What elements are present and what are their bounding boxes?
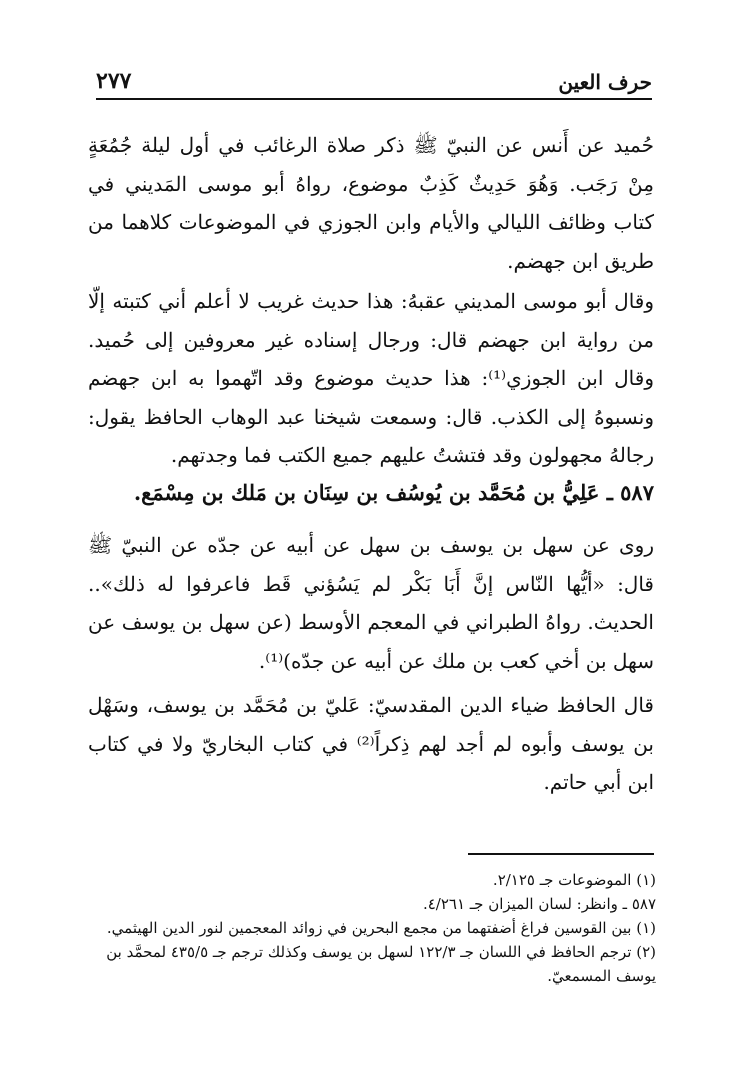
footnotes <box>78 868 656 988</box>
paragraph-4: قال الحافظ ضياء الدين المقدسيّ: عَليّ بن مُحَمَّد بن يوسف، وسَهْل بن يوسف وأبوه لم أجد لهم ذِكراً⁽²⁾ في كتاب البخاريّ ولا في كتاب ابن أبي حاتم. <box>88 693 654 794</box>
paragraph-3: روى عن سهل بن يوسف بن سهل عن أبيه عن جدّه عن النبيّ ﷺ قال: «أيُّها النّاس إنَّ أَبَا بَكْر لم يَسُؤني قَط فاعرفوا له ذلك».. الحديث. رواهُ الطبراني في المعجم الأوسط (عن سهل بن يوسف عن سهل بن أخي كعب بن ملك عن أبيه عن جدّه)⁽¹⁾. <box>88 533 654 673</box>
page-header <box>96 66 652 100</box>
footnote-3: (١) بين القوسين فراغ أضفتهما من مجمع البحرين في زوائد المعجمين لنور الدين الهيثمي. <box>106 919 656 937</box>
running-title: حرف العين <box>558 70 652 94</box>
footnote-1: (١) الموضوعات جـ ٢/١٢٥. <box>492 871 656 889</box>
footnote-divider <box>468 853 654 855</box>
paragraph-1: حُميد عن أَنس عن النبيّ ﷺ ذكر صلاة الرغائب في أول ليلة جُمُعَةٍ مِنْ رَجَب. وَهُوَ حَدِيثٌ كَذِبٌ موضوع، رواهُ أبو موسى المَديني في كتاب وظائف الليالي والأيام وابن الجوزي في الموضوعات كلاهما من طريق ابن جهضم. <box>88 133 654 273</box>
entry-heading: ٥٨٧ ـ عَلِيُّ بن مُحَمَّد بن يُوسُف بن سِنَان بن مَلك بن مِسْمَع. <box>133 480 654 505</box>
page-number: ٢٧٧ <box>96 68 132 94</box>
paragraph-2: وقال أبو موسى المديني عقبهُ: هذا حديث غريب لا أعلم أني كتبته إلّا من رواية ابن جهضم قال: ورجال إسناده غير معروفين إلى حُميد. وقال ابن الجوزي⁽¹⁾: هذا حديث موضوع وقد اتّهموا به ابن جهضم ونسبوهُ إلى الكذب. قال: وسمعت شيخنا عبد الوهاب الحافظ يقول: رجالهُ مجهولون وقد فتشتُ عليهم جميع الكتب فما وجدتهم. <box>88 289 654 467</box>
footnote-4: (٢) ترجم الحافظ في اللسان جـ ١٢٢/٣ لسهل بن يوسف وكذلك ترجم جـ ٤٣٥/٥ لمحمَّد بن يوسف المسمعيّ. <box>106 943 656 985</box>
footnote-2: ٥٨٧ ـ وانظر: لسان الميزان جـ ٤/٢٦١. <box>422 895 656 913</box>
